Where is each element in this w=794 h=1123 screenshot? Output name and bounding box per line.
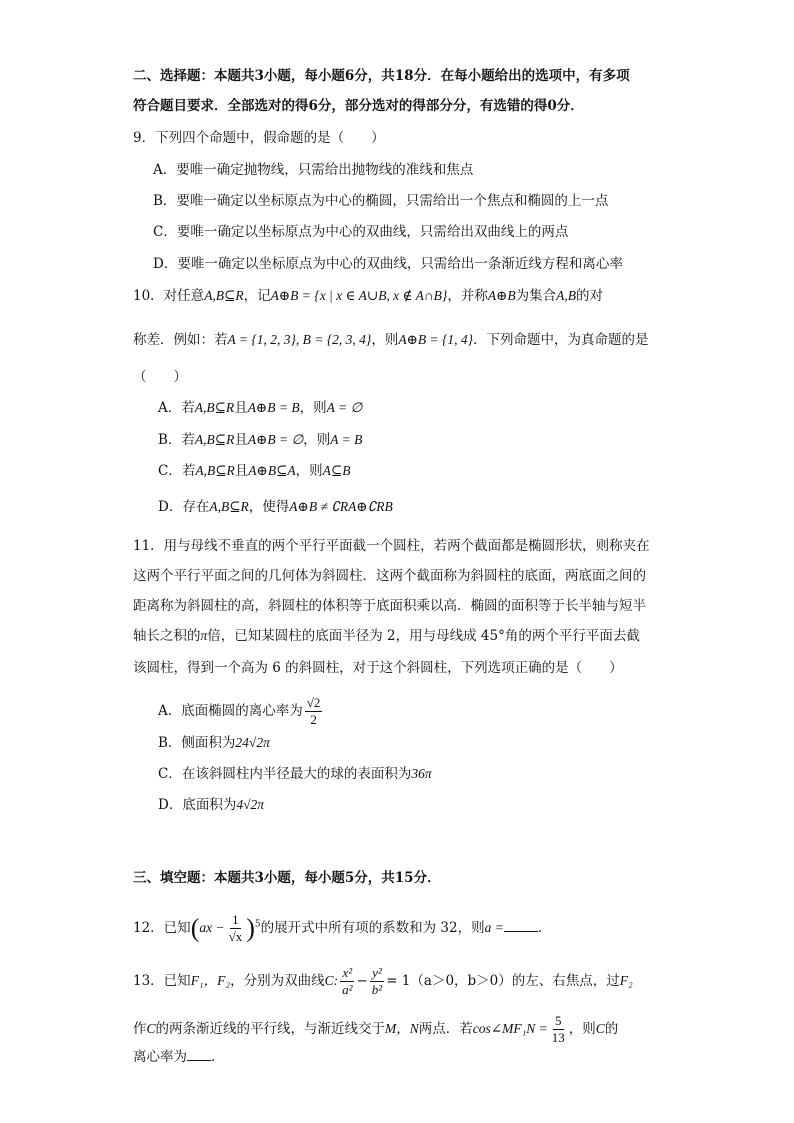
q11-line1: 11．用与母线不垂直的两个平行平面截一个圆柱，若两个截面都是椭圆形状，则称夹在: [133, 538, 650, 554]
fraction: [305, 695, 323, 728]
q11-line2: 这两个平行平面之间的几何体为斜圆柱．这两个截面称为斜圆柱的底面，两底面之间的: [133, 568, 646, 584]
q11-line4: [133, 626, 640, 646]
q11-option-a: [158, 695, 324, 728]
q11-text: 轴长之积的: [133, 628, 201, 644]
exponent: 5: [254, 919, 261, 930]
fraction-denominator: a²: [342, 982, 353, 997]
q10-math: A⊕B = B: [247, 400, 300, 415]
q9-option-a: A．要唯一确定抛物线，只需给出抛物线的准线和焦点: [153, 162, 474, 178]
q12-math: a =: [484, 920, 504, 935]
q12-text: 的展开式中所有项的系数和为 32，则: [260, 920, 485, 936]
q9-option-d: D．要唯一确定以坐标原点为中心的双曲线，只需给出一条渐近线方程和离心率: [153, 256, 623, 272]
q13-text: 的两条渐近线的平行线，与渐近线交于: [155, 1021, 386, 1037]
q10-text: ，则: [295, 463, 323, 479]
q10-text: ，并称: [447, 288, 488, 304]
q10-math: A = ∅: [326, 400, 363, 415]
q10-text: ，使得: [248, 499, 290, 515]
q12-math: ax −: [199, 920, 225, 935]
q13-text: 离心率为: [133, 1049, 187, 1065]
q13-text: −: [356, 973, 368, 989]
q11-math: 4√2π: [236, 797, 265, 812]
q11-text: A．底面椭圆的离心率为: [158, 703, 303, 719]
section2-header-line2: 符合题目要求．全部选对的得6分，部分选对的得部分分，有选错的得0分．: [133, 98, 584, 114]
q13-text: 13．已知: [133, 973, 191, 989]
fraction-numerator: x²: [342, 965, 353, 980]
fraction: [227, 912, 245, 945]
fraction-numerator: √2: [306, 695, 321, 710]
q11-math: 24√2π: [235, 735, 270, 750]
q11-option-c: [158, 764, 432, 784]
q10-math: A,B: [556, 288, 577, 303]
q10-option-c: [158, 461, 350, 481]
q13-math: cos∠MF₁N =: [472, 1021, 548, 1036]
q13-math: C:: [324, 973, 339, 988]
q11-line5: 该圆柱，得到一个高为 6 的斜圆柱，对于这个斜圆柱，下列选项正确的是（ ）: [133, 660, 623, 676]
q10-line2: [133, 330, 649, 350]
q10-line1: [133, 286, 603, 306]
q10-text: ，则: [371, 332, 399, 348]
q13-math: C: [146, 1021, 156, 1036]
q10-text: C．若: [158, 463, 196, 479]
fraction-numerator: y²: [372, 965, 382, 980]
q10-option-d: [158, 497, 393, 517]
q13-text: ．: [211, 1049, 225, 1065]
q10-math: A⊕B = {x | x ∈ A∪B, x ∉ A∩B}: [270, 288, 448, 303]
q10-text: ，则: [303, 432, 331, 448]
fraction-denominator: √x: [228, 929, 243, 944]
q10-text: 10．对任意: [133, 288, 205, 304]
q10-math: A = {1, 2, 3}, B = {2, 3, 4}: [227, 332, 372, 347]
q13-text: = 1: [386, 973, 411, 989]
q11-text: B．侧面积为: [158, 735, 236, 751]
q11-text: C．在该斜圆柱内半径最大的球的表面积为: [158, 766, 412, 782]
fraction-denominator: b²: [371, 982, 383, 997]
q11-option-b: [158, 733, 270, 753]
q13-text: ，分别为双曲线: [230, 973, 325, 989]
section3-header: 三、填空题：本题共3小题，每小题5分，共15分．: [133, 870, 441, 886]
fraction: [370, 965, 384, 998]
q13-text: 的: [604, 1021, 619, 1037]
answer-blank[interactable]: [187, 1046, 211, 1061]
q10-text: 为集合: [515, 288, 557, 304]
q13-line2: [133, 1013, 618, 1046]
q10-text: D．存在: [158, 499, 210, 515]
q9-stem: 9．下列四个命题中，假命题的是（ ）: [133, 130, 385, 146]
q10-text: ，则: [299, 400, 327, 416]
section2-header-line1: 二、选择题：本题共3小题，每小题6分，共18分．在每小题给出的选项中，有多项: [133, 68, 630, 84]
q10-math: A,B⊆R: [195, 463, 235, 478]
q10-math: A⊕B = ∅: [247, 432, 304, 447]
q10-text: 且: [234, 463, 249, 479]
q13-math: C: [595, 1021, 605, 1036]
q10-text: 称差．例如：若: [133, 332, 228, 348]
q10-text: 且: [234, 432, 248, 448]
q10-text: A．若: [158, 400, 195, 416]
q10-math: A⊆B: [322, 463, 351, 478]
q10-text: ．下列命题中，为真命题的是: [473, 332, 649, 348]
q11-line3: 距离称为斜圆柱的高，斜圆柱的体积等于底面积乘以高．椭圆的面积等于长半轴与短半: [133, 598, 646, 614]
q10-math: A,B⊆R: [204, 288, 244, 303]
answer-blank[interactable]: [504, 917, 538, 932]
q10-text: 且: [234, 400, 248, 416]
q10-math: A⊕B⊆A: [248, 463, 296, 478]
paren-close: ): [246, 913, 255, 943]
q10-math: A⊕B = {1, 4}: [398, 332, 474, 347]
q11-text: 倍，已知某圆柱的底面半径为 2，用与母线成 45°角的两个平行平面去截: [207, 628, 640, 644]
q12-line: [133, 912, 551, 945]
q11-option-d: [158, 795, 264, 815]
q10-math: A⊕B: [487, 288, 516, 303]
q10-answer-paren: （ ）: [133, 369, 187, 385]
q13-math: M，N: [385, 1021, 419, 1036]
paren-open: (: [190, 913, 200, 943]
q13-math: F₁，F₂: [190, 973, 231, 988]
q9-option-b: B．要唯一确定以坐标原点为中心的椭圆，只需给出一个焦点和椭圆的上一点: [153, 193, 609, 209]
q10-math: A,B⊆R: [194, 400, 235, 415]
q10-math: A,B⊆R: [209, 499, 249, 514]
q10-option-b: [158, 430, 362, 450]
fraction: [550, 1013, 567, 1046]
q10-text: ，记: [243, 288, 271, 304]
fraction: [340, 965, 354, 998]
q9-option-c: C．要唯一确定以坐标原点为中心的双曲线，只需给出双曲线上的两点: [153, 224, 569, 240]
q10-math: A = B: [330, 432, 363, 447]
q12-text: ．: [537, 920, 552, 936]
fraction-numerator: 1: [232, 912, 239, 927]
q10-text: 的对: [576, 288, 604, 304]
q10-math: A⊕B ≠ ∁RA⊕∁RB: [289, 499, 393, 514]
fraction-numerator: 5: [555, 1013, 562, 1028]
q13-text: 两点．若: [418, 1021, 473, 1037]
fraction-denominator: 2: [310, 712, 317, 727]
fraction-denominator: 13: [551, 1030, 565, 1045]
q11-text: D．底面积为: [158, 797, 237, 813]
q13-text: ，则: [568, 1021, 596, 1037]
q10-option-a: [158, 398, 362, 418]
q13-line1: [133, 965, 633, 998]
q13-text: 作: [133, 1021, 147, 1037]
q13-line3: [133, 1046, 225, 1067]
q10-text: B．若: [158, 432, 195, 448]
q13-math: F₂: [619, 973, 633, 988]
q12-text: 12．已知: [133, 920, 191, 936]
q13-text: （a＞0，b＞0）的左、右焦点，过: [410, 973, 620, 989]
q10-math: A,B⊆R: [194, 432, 235, 447]
q11-math: π: [200, 628, 208, 643]
q11-math: 36π: [411, 766, 432, 781]
